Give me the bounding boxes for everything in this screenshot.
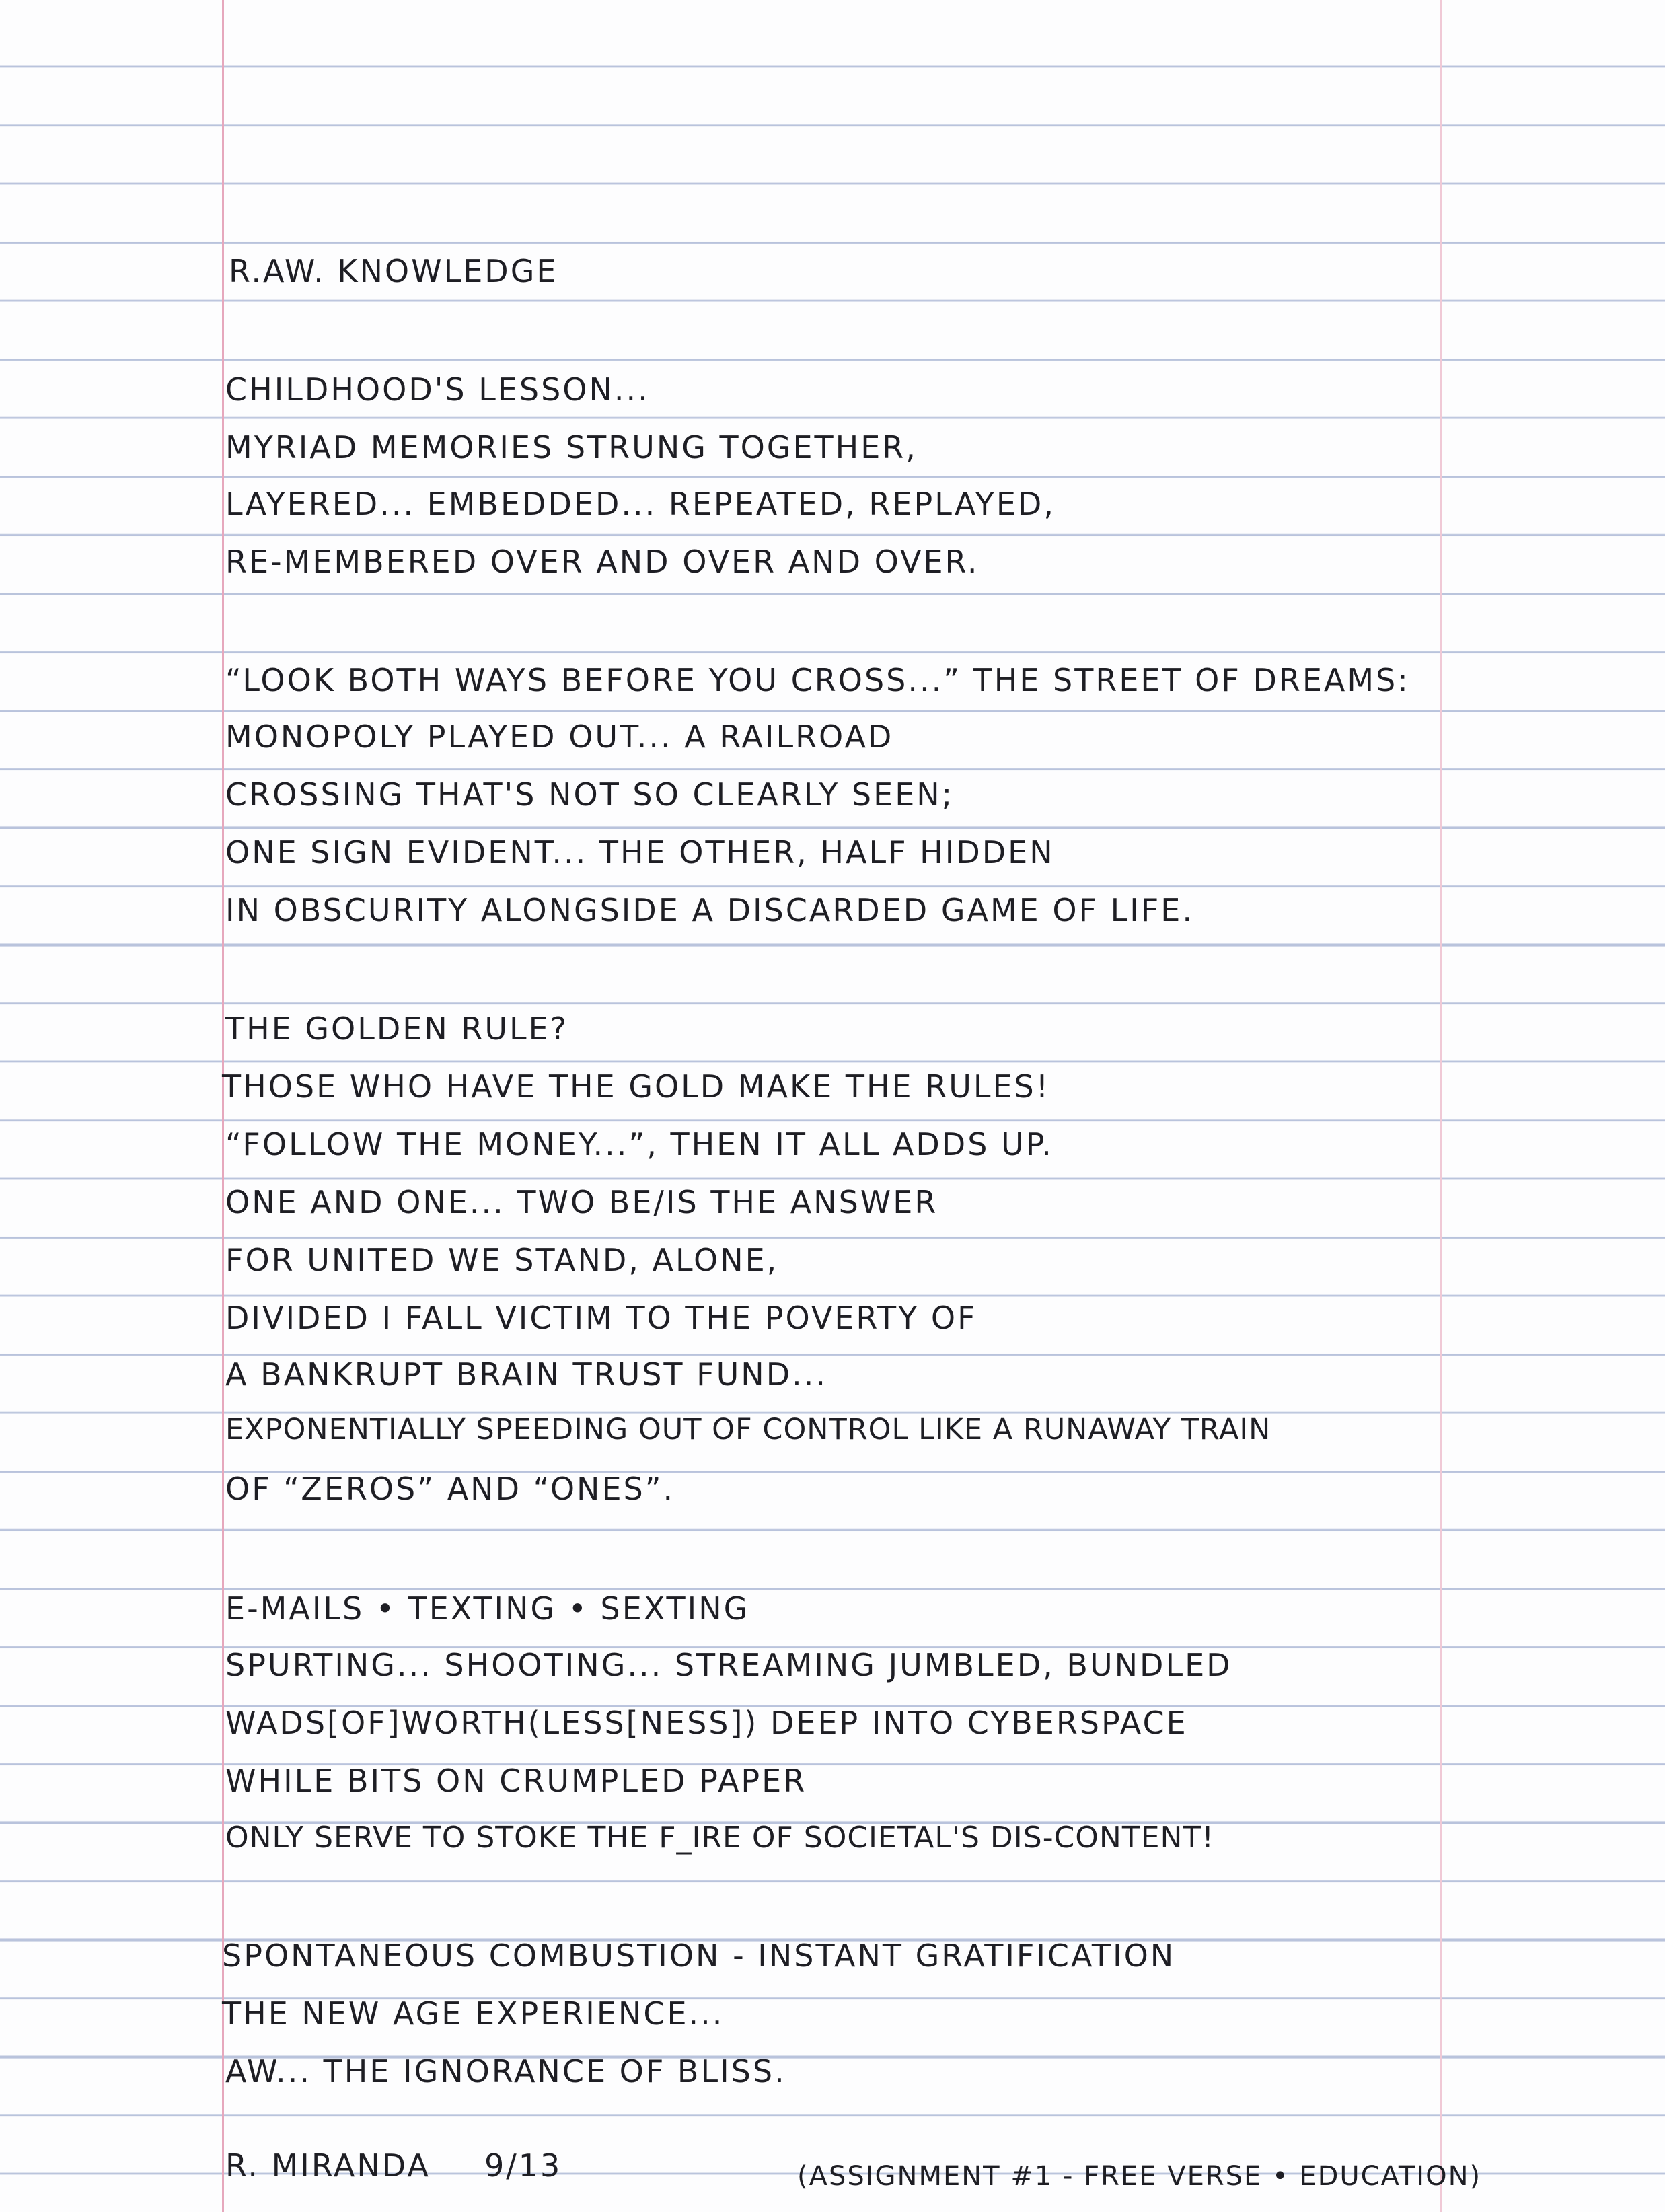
poem-line: ONE SIGN EVIDENT... THE OTHER, HALF HIDDEN xyxy=(225,834,1055,871)
poem-line: ONE AND ONE... TWO BE/IS THE ANSWER xyxy=(225,1184,938,1220)
assignment-note: (ASSIGNMENT #1 - FREE VERSE • EDUCATION) xyxy=(797,2161,1482,2192)
poem-line: WHILE BITS ON CRUMPLED PAPER xyxy=(225,1763,807,1799)
poem-line: “FOLLOW THE MONEY...”, THEN IT ALL ADDS UP. xyxy=(225,1126,1053,1163)
poem-line: IN OBSCURITY ALONGSIDE A DISCARDED GAME OF LIFE. xyxy=(225,892,1194,928)
poem-line: SPURTING... SHOOTING... STREAMING JUMBLED, BUNDLED xyxy=(225,1647,1232,1683)
poem-line: CROSSING THAT'S NOT SO CLEARLY SEEN; xyxy=(225,776,955,813)
poem-line: MYRIAD MEMORIES STRUNG TOGETHER, xyxy=(225,429,918,466)
poem-line: ONLY SERVE TO STOKE THE F_IRE OF SOCIETAL'S DIS-CONTENT! xyxy=(225,1820,1214,1855)
poem-line: OF “ZEROS” AND “ONES”. xyxy=(225,1471,675,1507)
poem-line: WADS[OF]WORTH(LESS[NESS]) DEEP INTO CYBERSPACE xyxy=(225,1705,1188,1741)
poem-line: “LOOK BOTH WAYS BEFORE YOU CROSS...” THE STREET OF DREAMS: xyxy=(225,662,1410,698)
left-margin-line xyxy=(222,0,224,2212)
poem-line: AW... THE IGNORANCE OF BLISS. xyxy=(225,2053,786,2090)
poem-line: THE GOLDEN RULE? xyxy=(225,1010,569,1047)
poem-line: SPONTANEOUS COMBUSTION - INSTANT GRATIFICATION xyxy=(222,1938,1176,1974)
poem-line: EXPONENTIALLY SPEEDING OUT OF CONTROL LIKE A RUNAWAY TRAIN xyxy=(225,1413,1271,1446)
author-signature: R. MIRANDA xyxy=(225,2147,431,2184)
poem-line: RE-MEMBERED OVER AND OVER AND OVER. xyxy=(225,544,979,580)
poem-line: MONOPOLY PLAYED OUT... A RAILROAD xyxy=(225,718,894,755)
poem-line: CHILDHOOD'S LESSON... xyxy=(225,371,650,408)
poem-line: FOR UNITED WE STAND, ALONE, xyxy=(225,1242,779,1278)
signature-date: 9/13 xyxy=(484,2147,562,2184)
poem-line: THOSE WHO HAVE THE GOLD MAKE THE RULES! xyxy=(222,1068,1051,1105)
poem-line: THE NEW AGE EXPERIENCE... xyxy=(222,1995,725,2032)
poem-line: DIVIDED I FALL VICTIM TO THE POVERTY OF xyxy=(225,1300,977,1336)
right-margin-line xyxy=(1440,0,1442,2212)
poem-line: A BANKRUPT BRAIN TRUST FUND... xyxy=(225,1356,827,1393)
poem-line: E-MAILS • TEXTING • SEXTING xyxy=(225,1590,750,1627)
poem-title: R.AW. KNOWLEDGE xyxy=(229,253,558,289)
poem-line: LAYERED... EMBEDDED... REPEATED, REPLAYED, xyxy=(225,486,1056,522)
